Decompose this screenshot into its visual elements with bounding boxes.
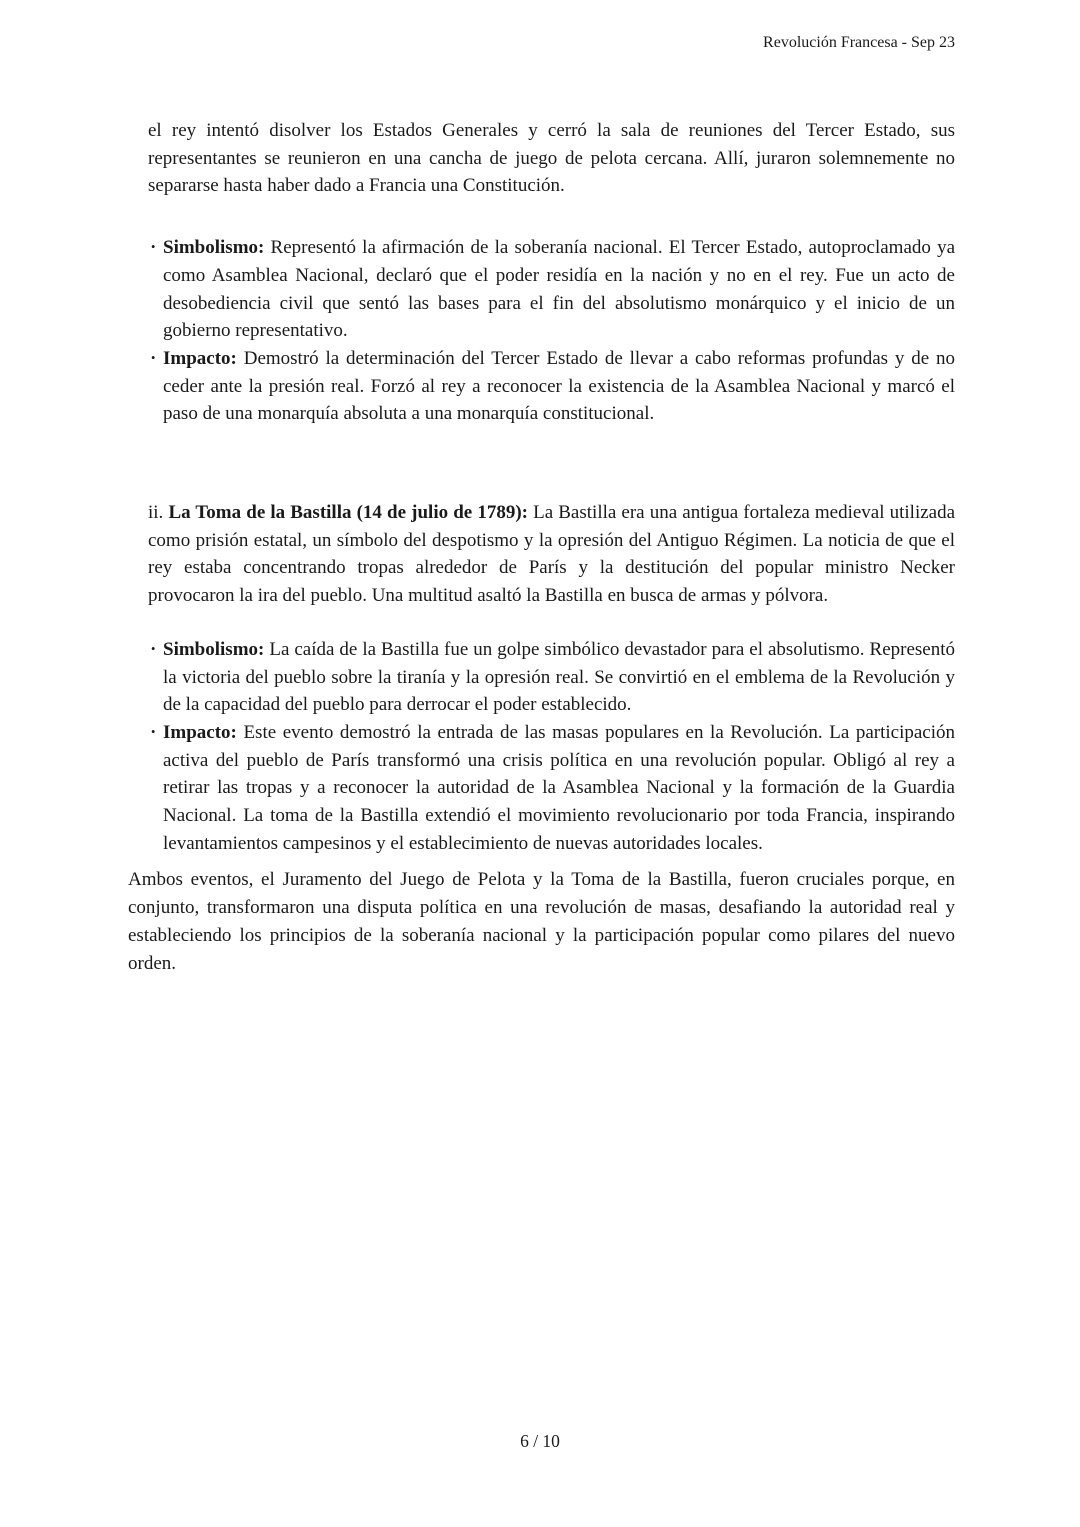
bullet-icon: • [151,240,156,255]
item-label: Impacto: [163,347,237,369]
item-label: Simbolismo: [163,237,265,259]
section-title: La Toma de la Bastilla (14 de julio de 1789): [168,502,528,524]
bullet-icon: • [151,350,156,365]
item-body: Representó la afirmación de la soberanía nacional. El Tercer Estado, autoproclamado ya como Asamblea Nacional, declaró que el poder residía en la nación y no en el rey. Fue un acto de desobediencia civil que sentó las bases para el fin del absolutismo monárquico y el inicio de un gobierno representativo. [163,237,955,342]
list-item-text [163,234,955,345]
intro-paragraph: el rey intentó disolver los Estados Generales y cerró la sala de reuniones del Tercer Estado, sus representantes se reunieron en una cancha de juego de pelota cercana. Allí, juraron solemnemente no separarse hasta haber dado a Francia una Constitución. [148,120,955,197]
bullet-list-one [128,234,955,428]
bullet-list-two [128,636,955,858]
list-item-impacto [128,345,955,428]
item-body: La caída de la Bastilla fue un golpe simbólico devastador para el absolutismo. Representó la victoria del pueblo sobre la tiranía y la opresión real. Se convirtió en el emblema de la Revolución y de la capacidad del pueblo para derrocar el poder establecido. [163,638,955,716]
page-header: Revolución Francesa - Sep 23 [763,34,955,51]
list-item-text [163,719,955,858]
list-item-text [163,636,955,719]
list-item-simbolismo [128,636,955,719]
section-body: La Bastilla era una antigua fortaleza medieval utilizada como prisión estatal, un símbolo del despotismo y la opresión del Antiguo Régimen. La noticia de que el rey estaba concentrando tropas alrededor de París y la destitución del popular ministro Necker provocaron la ira del pueblo. Una multitud asaltó la Bastilla en busca de armas y pólvora. [148,502,956,607]
section-ii-paragraph [148,499,955,610]
document-content [128,117,955,977]
bullet-icon: • [151,724,156,739]
list-item-text [163,345,955,428]
closing-paragraph: Ambos eventos, el Juramento del Juego de Pelota y la Toma de la Bastilla, fueron cruciales porque, en conjunto, transformaron una disputa política en una revolución de masas, desafiando la autoridad real y estableciendo los principios de la soberanía nacional y la participación popular como pilares del nuevo orden. [128,869,955,974]
list-item-impacto [128,719,955,858]
section-numeral: ii. [148,502,164,524]
item-body: Demostró la determinación del Tercer Estado de llevar a cabo reformas profundas y de no ceder ante la presión real. Forzó al rey a reconocer la existencia de la Asamblea Nacional y marcó el paso de una monarquía absoluta a una monarquía constitucional. [163,347,955,425]
item-label: Simbolismo: [163,638,265,660]
page-number: 6 / 10 [520,1431,560,1451]
item-label: Impacto: [163,721,237,743]
bullet-icon: • [151,641,156,656]
list-item-simbolismo [128,234,955,345]
item-body: Este evento demostró la entrada de las masas populares en la Revolución. La participación activa del pueblo de París transformó una crisis política en una revolución popular. Obligó al rey a retirar las tropas y a reconocer la autoridad de la Asamblea Nacional y la formación de la Guardia Nacional. La toma de la Bastilla extendió el movimiento revolucionario por toda Francia, inspirando levantamientos campesinos y el establecimiento de nuevas autoridades locales. [163,721,955,854]
